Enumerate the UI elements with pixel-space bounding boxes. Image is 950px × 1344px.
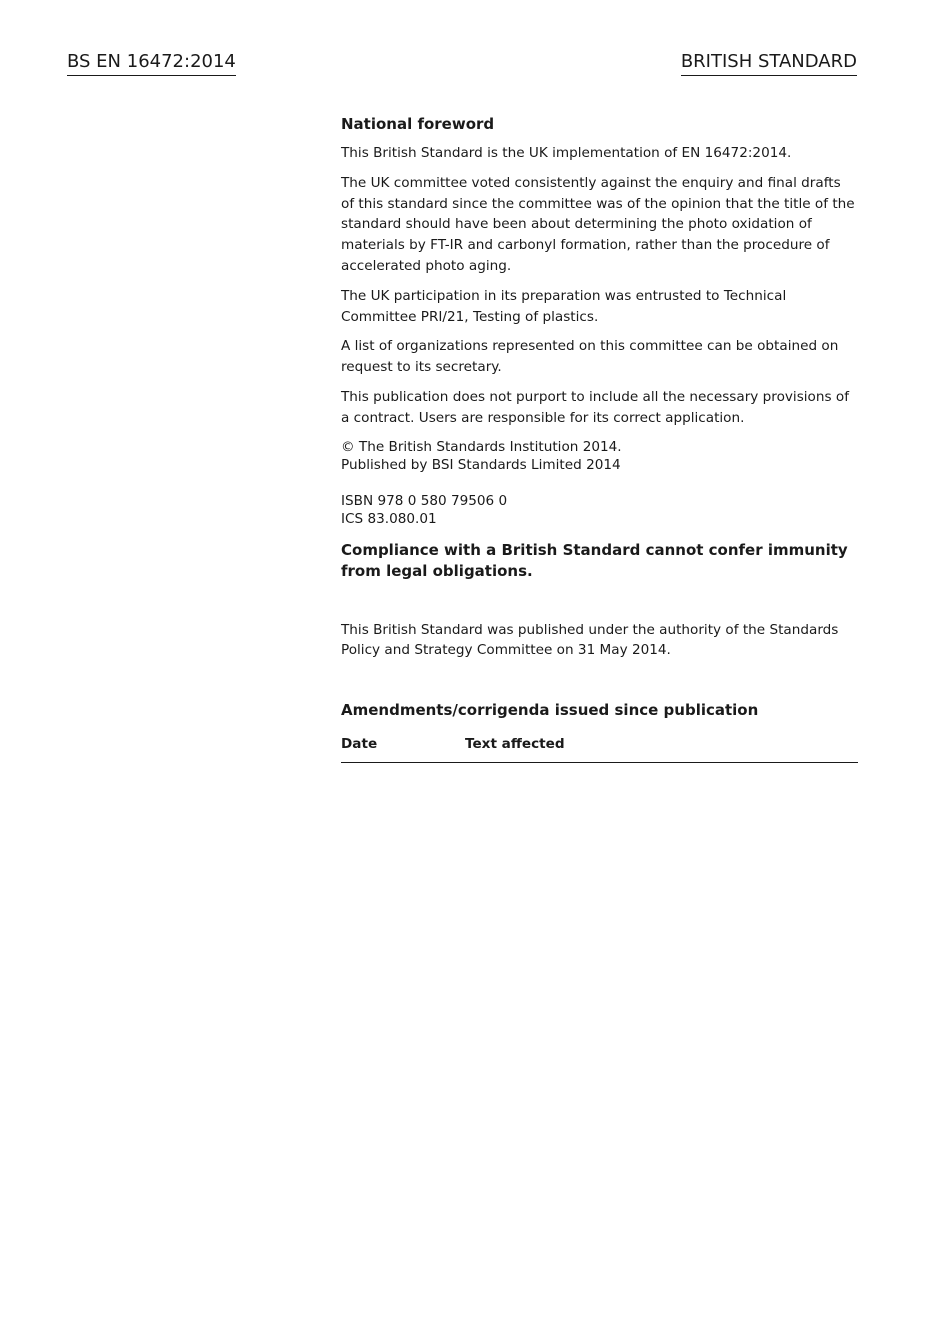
copyright-line: © The British Standards Institution 2014.: [341, 438, 622, 455]
column-header-text-affected: Text affected: [465, 736, 565, 753]
foreword-paragraph: This publication does not purport to include all the necessary provisions of a contract. Users are responsible for its correct application.: [341, 388, 849, 426]
foreword-paragraph: The UK participation in its preparation was entrusted to Technical Committee PRI/21, Testing of plastics.: [341, 287, 787, 325]
publisher-line: Published by BSI Standards Limited 2014: [341, 456, 621, 473]
ics-line: ICS 83.080.01: [341, 510, 437, 527]
document-id: BS EN 16472:2014: [67, 50, 236, 76]
foreword-paragraph: The UK committee voted consistently against the enquiry and final drafts of this standard since the committee was of the opinion that the title of the standard should have been about determining the photo oxidation of materials by FT-IR and carbonyl formation, rather than the procedure of accelerated photo aging.: [341, 174, 855, 274]
standard-series: BRITISH STANDARD: [681, 50, 857, 76]
foreword-paragraph: A list of organizations represented on this committee can be obtained on request to its secretary.: [341, 338, 839, 376]
column-header-date: Date: [341, 736, 378, 753]
foreword-title: National foreword: [341, 115, 495, 133]
national-foreword: [341, 114, 858, 763]
isbn-line: ISBN 978 0 580 79506 0: [341, 492, 508, 509]
foreword-paragraph: This British Standard is the UK implementation of EN 16472:2014.: [341, 145, 792, 161]
authority-statement: This British Standard was published under the authority of the Standards Policy and Strategy Committee on 31 May 2014.: [341, 621, 839, 659]
amendments-title: Amendments/corrigenda issued since publication: [341, 701, 759, 720]
amendments-table-header: [341, 734, 858, 763]
compliance-statement: Compliance with a British Standard cannot confer immunity from legal obligations.: [341, 540, 848, 580]
